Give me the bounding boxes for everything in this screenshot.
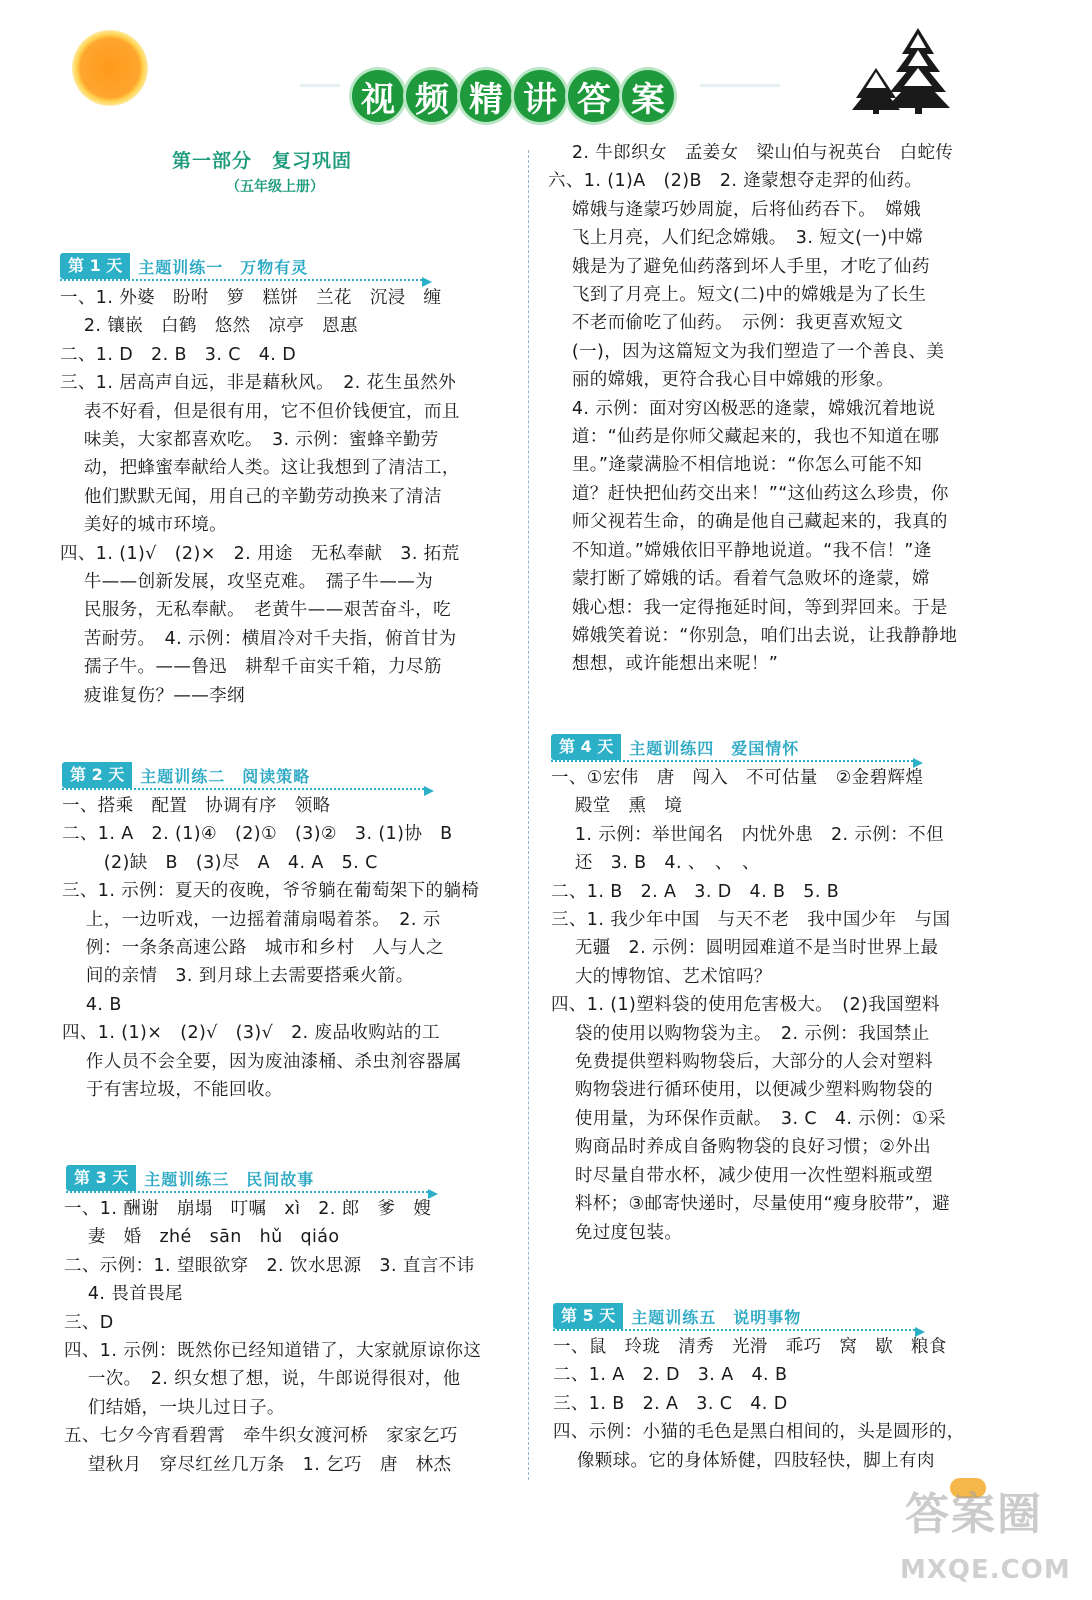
day-tag: 第 4 天 xyxy=(551,734,621,760)
answer-line: 三、1. 示例：夏天的夜晚，爷爷躺在葡萄架下的躺椅 xyxy=(62,881,480,902)
day-tag: 第 1 天 xyxy=(60,253,130,279)
sun-decoration xyxy=(72,30,148,106)
answer-line: 娥心想：我一定得拖延时间，等到羿回来。于是 xyxy=(548,597,948,618)
page-title xyxy=(352,70,674,128)
title-char: 讲 xyxy=(514,70,566,122)
answer-line: 们结婚，一块儿过日子。 xyxy=(64,1397,285,1418)
answer-line: 美好的城市环境。 xyxy=(60,515,228,536)
answer-line: 二、1. A 2. (1)④ (2)① (3)② 3. (1)协 B xyxy=(62,824,453,845)
answer-line: 飞上月亮，人们纪念嫦娥。 3. 短文(一)中嫦 xyxy=(548,228,924,249)
answer-line: 蒙打断了嫦娥的话。看着气急败坏的逄蒙，嫦 xyxy=(548,569,930,590)
answer-line: 师父视若生命，的确是他自己藏起来的，我真的 xyxy=(548,512,948,533)
answer-line: 三、1. B 2. A 3. C 4. D xyxy=(553,1393,788,1414)
day-2-header xyxy=(62,762,434,788)
answer-line: 购物袋进行循环使用，以便减少塑料购物袋的 xyxy=(551,1080,933,1101)
answer-line: 六、1. (1)A (2)B 2. 逄蒙想夺走羿的仙药。 xyxy=(548,171,923,192)
answer-line: 四、1. (1)√ (2)× 2. 用途 无私奉献 3. 拓荒 xyxy=(60,543,460,564)
day-4-answers xyxy=(551,764,950,1247)
snow-tree-icon xyxy=(846,28,956,114)
day-4-header xyxy=(551,734,923,760)
day-theme: 主题训练三 民间故事 xyxy=(144,1169,315,1189)
answer-line: 时尽量自带水杯，减少使用一次性塑料瓶或塑 xyxy=(551,1165,933,1186)
watermark-url: MXQE.COM xyxy=(900,1555,1071,1585)
answer-line: 4. 畏首畏尾 xyxy=(64,1284,183,1305)
answer-line: 不知道。”嫦娥依旧平静地说道。“我不信！”逄 xyxy=(548,540,932,561)
part-subtitle: （五年级上册） xyxy=(226,179,324,195)
day-theme: 主题训练二 阅读策略 xyxy=(140,766,311,786)
day-1-answers xyxy=(60,284,460,710)
header-deco-line xyxy=(300,84,340,87)
answer-line: 一次。 2. 织女想了想，说，牛郎说得很对，他 xyxy=(64,1369,461,1390)
answer-line: 娥是为了避免仙药落到坏人手里，才吃了仙药 xyxy=(548,256,930,277)
answer-line: 牛——创新发展，攻坚克难。 孺子牛——为 xyxy=(60,572,434,593)
answer-line: 袋的使用以购物袋为主。 2. 示例：我国禁止 xyxy=(551,1023,930,1044)
answer-line: 四、示例：小猫的毛色是黑白相间的，头是圆形的， xyxy=(553,1422,965,1443)
answer-line: 2. 牛郎织女 孟姜女 梁山伯与祝英台 白蛇传 xyxy=(548,143,954,163)
answer-line: 大的博物馆、艺术馆吗？ xyxy=(551,966,772,987)
answer-line: 道：“仙药是你师父藏起来的，我也不知道在哪 xyxy=(548,427,940,448)
answer-line: 三、1. 居高声自远，非是藉秋风。 2. 花生虽然外 xyxy=(60,373,457,394)
day-2-answers xyxy=(62,792,479,1104)
answer-line: 上，一边听戏，一边摇着蒲扇喝着茶。 2. 示 xyxy=(62,909,441,930)
day-5-answers xyxy=(553,1333,965,1475)
answer-line: 四、1. (1)塑料袋的使用危害极大。 (2)我国塑料 xyxy=(551,995,940,1016)
answer-line: (一)，因为这篇短文为我们塑造了一个善良、美 xyxy=(548,341,945,362)
answer-line: 间的亲情 3. 到月球上去需要搭乘火箭。 xyxy=(62,966,414,987)
answer-line: 料杯；③邮寄快递时，尽量使用“瘦身胶带”，避 xyxy=(551,1194,950,1215)
answer-line: 孺子牛。——鲁迅 耕犁千亩实千箱，力尽筋 xyxy=(60,657,442,678)
day-tag: 第 5 天 xyxy=(553,1303,623,1329)
answer-line: 表不好看，但是很有用，它不但价钱便宜，而且 xyxy=(60,401,460,422)
answer-line: (2)缺 B (3)尽 A 4. A 5. C xyxy=(62,852,378,873)
answer-line: 二、1. D 2. B 3. C 4. D xyxy=(60,344,297,365)
day-3-answers-continued xyxy=(548,139,957,679)
answer-line: 作人员不会全要，因为废油漆桶、杀虫剂容器属 xyxy=(62,1051,462,1072)
answer-line: 不老而偷吃了仙药。 示例：我更喜欢短文 xyxy=(548,313,904,334)
answer-line: 像颗球。它的身体矫健，四肢轻快，脚上有肉 xyxy=(553,1450,935,1471)
day-theme: 主题训练五 说明事物 xyxy=(631,1307,802,1327)
title-char: 精 xyxy=(460,70,512,122)
column-divider xyxy=(528,150,529,1480)
answer-line: 一、1. 外婆 盼咐 箩 糕饼 兰花 沉浸 缠 xyxy=(60,288,442,308)
answer-line: 五、七夕今宵看碧霄 牵牛织女渡河桥 家家乞巧 xyxy=(64,1426,458,1447)
answer-line: 疲谁复伤？——李纲 xyxy=(60,685,245,706)
answer-line: 他们默默无闻，用自己的辛勤劳动换来了清洁 xyxy=(60,486,442,507)
answer-line: 免费提供塑料购物袋后，大部分的人会对塑料 xyxy=(551,1052,933,1073)
answer-line: 于有害垃圾，不能回收。 xyxy=(62,1080,283,1101)
answer-line: 想想，或许能想出来呢！” xyxy=(548,654,779,675)
answer-line: 一、搭乘 配置 协调有序 领略 xyxy=(62,796,331,816)
answer-line: 一、鼠 玲珑 清秀 光滑 乖巧 窝 歇 粮食 xyxy=(553,1337,947,1357)
part-title: 第一部分 复习巩固 xyxy=(172,150,353,172)
title-char: 频 xyxy=(406,70,458,122)
answer-line: 4. B xyxy=(62,994,122,1015)
answer-line: 三、1. 我少年中国 与天不老 我中国少年 与国 xyxy=(551,910,951,931)
answer-line: 殿堂 熏 境 xyxy=(551,796,683,817)
day-theme: 主题训练四 爱国情怀 xyxy=(629,738,800,758)
answer-line: 望秋月 穿尽红丝几万条 1. 乞巧 唐 林杰 xyxy=(64,1454,452,1475)
day-tag: 第 2 天 xyxy=(62,762,132,788)
title-char: 答 xyxy=(568,70,620,122)
answer-line: 四、1. 示例：既然你已经知道错了，大家就原谅你这 xyxy=(64,1341,482,1362)
day-5-header xyxy=(553,1303,925,1329)
answer-line: 购商品时养成自备购物袋的良好习惯；②外出 xyxy=(551,1137,932,1158)
answer-line: 道？赶快把仙药交出来！”“这仙药这么珍贵，你 xyxy=(548,483,949,504)
watermark-logo: 答案圈 xyxy=(905,1489,1043,1540)
answer-line: 2. 镶嵌 白鹤 悠然 凉亭 恩惠 xyxy=(60,316,358,337)
answer-line: 妻 婚 zhé sān hǔ qiáo xyxy=(64,1227,340,1248)
day-3-header xyxy=(66,1165,438,1191)
day-theme: 主题训练一 万物有灵 xyxy=(138,257,309,277)
answer-line: 丽的嫦娥，更符合我心目中嫦娥的形象。 xyxy=(548,370,895,391)
title-char: 案 xyxy=(622,70,674,122)
answer-line: 嫦娥与逄蒙巧妙周旋，后将仙药吞下。 嫦娥 xyxy=(548,199,922,220)
answer-line: 无疆 2. 示例：圆明园难道不是当时世界上最 xyxy=(551,938,939,959)
answer-line: 二、1. B 2. A 3. D 4. B 5. B xyxy=(551,881,840,902)
answer-line: 四、1. (1)× (2)√ (3)√ 2. 废品收购站的工 xyxy=(62,1023,440,1044)
answer-line: 味美，大家都喜欢吃。 3. 示例：蜜蜂辛勤劳 xyxy=(60,430,439,451)
answer-line: 飞到了月亮上。短文(二)中的嫦娥是为了长生 xyxy=(548,285,927,306)
answer-line: 二、1. A 2. D 3. A 4. B xyxy=(553,1365,788,1386)
answer-line: 还 3. B 4. 、 、 、 xyxy=(551,853,760,874)
answer-line: 免过度包装。 xyxy=(551,1222,683,1243)
answer-line: 二、示例：1. 望眼欲穿 2. 饮水思源 3. 直言不讳 xyxy=(64,1255,475,1276)
answer-line: 嫦娥笑着说：“你别急，咱们出去说，让我静静地 xyxy=(548,625,958,646)
header-deco-line xyxy=(700,84,780,87)
answer-line: 使用量，为环保作贡献。 3. C 4. 示例：①采 xyxy=(551,1108,947,1129)
title-char: 视 xyxy=(352,70,404,122)
answer-line: 民服务，无私奉献。 老黄牛——艰苦奋斗，吃 xyxy=(60,600,452,621)
day-3-answers xyxy=(64,1195,481,1479)
answer-line: 苦耐劳。 4. 示例：横眉冷对千夫指，俯首甘为 xyxy=(60,628,457,649)
answer-line: 一、1. 酬谢 崩塌 叮嘱 xì 2. 郎 爹 嫂 xyxy=(64,1199,432,1219)
answer-line: 里。”逄蒙满脸不相信地说：“你怎么可能不知 xyxy=(548,455,923,476)
answer-line: 例：一条条高速公路 城市和乡村 人与人之 xyxy=(62,938,444,959)
answer-line: 三、D xyxy=(64,1312,114,1333)
day-1-header xyxy=(60,253,432,279)
answer-line: 动，把蜂蜜奉献给人类。这让我想到了清洁工， xyxy=(60,458,460,479)
day-tag: 第 3 天 xyxy=(66,1165,136,1191)
answer-line: 4. 示例：面对穷凶极恶的逄蒙，嫦娥沉着地说 xyxy=(548,398,936,419)
answer-line: 1. 示例：举世闻名 内忧外患 2. 示例：不但 xyxy=(551,824,944,845)
answer-line: 一、①宏伟 唐 闯入 不可估量 ②金碧辉煌 xyxy=(551,768,924,788)
